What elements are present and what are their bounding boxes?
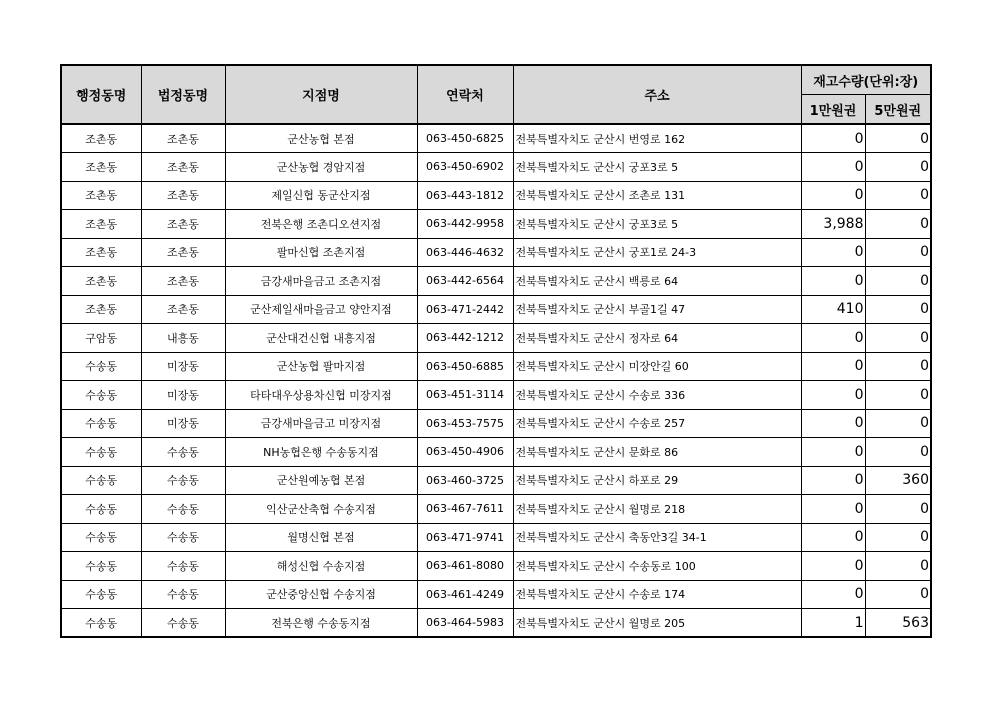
cell-contact: 063-453-7575 bbox=[417, 409, 513, 438]
stock-table bbox=[60, 64, 932, 638]
cell-contact: 063-471-9741 bbox=[417, 523, 513, 552]
cell-stock-10k: 0 bbox=[801, 324, 865, 353]
cell-branch: 전북은행 조촌디오션지점 bbox=[225, 210, 417, 239]
cell-legal-dong: 조촌동 bbox=[141, 181, 225, 210]
cell-legal-dong: 조촌동 bbox=[141, 124, 225, 153]
cell-stock-50k: 360 bbox=[865, 466, 931, 495]
table-row bbox=[61, 495, 931, 524]
table-row bbox=[61, 466, 931, 495]
cell-admin-dong: 조촌동 bbox=[61, 153, 141, 182]
header-branch: 지점명 bbox=[225, 65, 417, 124]
cell-admin-dong: 수송동 bbox=[61, 580, 141, 609]
table-row bbox=[61, 124, 931, 153]
cell-stock-50k: 0 bbox=[865, 181, 931, 210]
cell-contact: 063-450-4906 bbox=[417, 438, 513, 467]
cell-branch: 금강새마을금고 조촌지점 bbox=[225, 267, 417, 296]
cell-branch: 제일신협 동군산지점 bbox=[225, 181, 417, 210]
cell-stock-10k: 0 bbox=[801, 381, 865, 410]
cell-branch: 전북은행 수송동지점 bbox=[225, 609, 417, 638]
table-header bbox=[61, 65, 931, 124]
cell-stock-50k: 0 bbox=[865, 352, 931, 381]
cell-address: 전북특별자치도 군산시 수송로 336 bbox=[513, 381, 801, 410]
cell-stock-50k: 0 bbox=[865, 523, 931, 552]
table-row bbox=[61, 267, 931, 296]
cell-address: 전북특별자치도 군산시 월명로 218 bbox=[513, 495, 801, 524]
cell-contact: 063-450-6825 bbox=[417, 124, 513, 153]
cell-branch: 월명신협 본점 bbox=[225, 523, 417, 552]
cell-admin-dong: 조촌동 bbox=[61, 267, 141, 296]
cell-contact: 063-450-6902 bbox=[417, 153, 513, 182]
cell-admin-dong: 수송동 bbox=[61, 352, 141, 381]
cell-address: 전북특별자치도 군산시 궁포3로 5 bbox=[513, 153, 801, 182]
cell-legal-dong: 수송동 bbox=[141, 495, 225, 524]
cell-stock-10k: 0 bbox=[801, 267, 865, 296]
cell-contact: 063-443-1812 bbox=[417, 181, 513, 210]
cell-stock-50k: 563 bbox=[865, 609, 931, 638]
cell-legal-dong: 수송동 bbox=[141, 580, 225, 609]
cell-address: 전북특별자치도 군산시 부골1길 47 bbox=[513, 295, 801, 324]
cell-admin-dong: 수송동 bbox=[61, 381, 141, 410]
cell-stock-50k: 0 bbox=[865, 124, 931, 153]
cell-contact: 063-442-9958 bbox=[417, 210, 513, 239]
cell-branch: 팔마신협 조촌지점 bbox=[225, 238, 417, 267]
cell-address: 전북특별자치도 군산시 하포로 29 bbox=[513, 466, 801, 495]
cell-contact: 063-450-6885 bbox=[417, 352, 513, 381]
cell-address: 전북특별자치도 군산시 미장안길 60 bbox=[513, 352, 801, 381]
cell-legal-dong: 조촌동 bbox=[141, 238, 225, 267]
cell-contact: 063-461-8080 bbox=[417, 552, 513, 581]
cell-address: 전북특별자치도 군산시 정자로 64 bbox=[513, 324, 801, 353]
cell-branch: NH농협은행 수송동지점 bbox=[225, 438, 417, 467]
cell-stock-10k: 0 bbox=[801, 580, 865, 609]
cell-stock-10k: 3,988 bbox=[801, 210, 865, 239]
cell-legal-dong: 조촌동 bbox=[141, 153, 225, 182]
table-row bbox=[61, 238, 931, 267]
cell-stock-50k: 0 bbox=[865, 324, 931, 353]
cell-admin-dong: 수송동 bbox=[61, 409, 141, 438]
cell-branch: 군산농협 경암지점 bbox=[225, 153, 417, 182]
cell-admin-dong: 구암동 bbox=[61, 324, 141, 353]
cell-admin-dong: 수송동 bbox=[61, 609, 141, 638]
cell-admin-dong: 조촌동 bbox=[61, 295, 141, 324]
header-stock-50k: 5만원권 bbox=[865, 95, 931, 125]
cell-admin-dong: 수송동 bbox=[61, 495, 141, 524]
cell-branch: 금강새마을금고 미장지점 bbox=[225, 409, 417, 438]
cell-stock-10k: 0 bbox=[801, 352, 865, 381]
cell-stock-50k: 0 bbox=[865, 238, 931, 267]
cell-legal-dong: 미장동 bbox=[141, 409, 225, 438]
cell-legal-dong: 수송동 bbox=[141, 523, 225, 552]
cell-stock-50k: 0 bbox=[865, 153, 931, 182]
cell-contact: 063-442-6564 bbox=[417, 267, 513, 296]
cell-stock-50k: 0 bbox=[865, 409, 931, 438]
cell-branch: 군산농협 팔마지점 bbox=[225, 352, 417, 381]
cell-legal-dong: 내흥동 bbox=[141, 324, 225, 353]
header-admin-dong: 행정동명 bbox=[61, 65, 141, 124]
cell-branch: 군산대건신협 내흥지점 bbox=[225, 324, 417, 353]
cell-stock-10k: 0 bbox=[801, 552, 865, 581]
cell-legal-dong: 미장동 bbox=[141, 352, 225, 381]
cell-contact: 063-461-4249 bbox=[417, 580, 513, 609]
cell-address: 전북특별자치도 군산시 축동안3길 34-1 bbox=[513, 523, 801, 552]
cell-address: 전북특별자치도 군산시 궁포1로 24-3 bbox=[513, 238, 801, 267]
table-row bbox=[61, 609, 931, 638]
cell-stock-10k: 0 bbox=[801, 124, 865, 153]
cell-contact: 063-451-3114 bbox=[417, 381, 513, 410]
table-row bbox=[61, 181, 931, 210]
cell-branch: 군산중앙신협 수송지점 bbox=[225, 580, 417, 609]
table-row bbox=[61, 409, 931, 438]
cell-stock-10k: 0 bbox=[801, 523, 865, 552]
cell-legal-dong: 수송동 bbox=[141, 609, 225, 638]
cell-stock-50k: 0 bbox=[865, 495, 931, 524]
cell-admin-dong: 수송동 bbox=[61, 438, 141, 467]
header-stock-10k: 1만원권 bbox=[801, 95, 865, 125]
cell-branch: 타타대우상용차신협 미장지점 bbox=[225, 381, 417, 410]
header-legal-dong: 법정동명 bbox=[141, 65, 225, 124]
cell-admin-dong: 수송동 bbox=[61, 552, 141, 581]
header-address: 주소 bbox=[513, 65, 801, 124]
cell-legal-dong: 조촌동 bbox=[141, 267, 225, 296]
cell-address: 전북특별자치도 군산시 백릉로 64 bbox=[513, 267, 801, 296]
table-row bbox=[61, 324, 931, 353]
table-row bbox=[61, 580, 931, 609]
cell-contact: 063-446-4632 bbox=[417, 238, 513, 267]
table-body bbox=[61, 124, 931, 637]
cell-stock-10k: 0 bbox=[801, 238, 865, 267]
cell-stock-50k: 0 bbox=[865, 267, 931, 296]
cell-legal-dong: 미장동 bbox=[141, 381, 225, 410]
table-row bbox=[61, 381, 931, 410]
cell-stock-10k: 0 bbox=[801, 495, 865, 524]
cell-admin-dong: 조촌동 bbox=[61, 181, 141, 210]
cell-branch: 군산농협 본점 bbox=[225, 124, 417, 153]
cell-contact: 063-467-7611 bbox=[417, 495, 513, 524]
cell-address: 전북특별자치도 군산시 수송로 257 bbox=[513, 409, 801, 438]
cell-admin-dong: 수송동 bbox=[61, 523, 141, 552]
cell-stock-50k: 0 bbox=[865, 552, 931, 581]
table-row bbox=[61, 295, 931, 324]
cell-stock-50k: 0 bbox=[865, 381, 931, 410]
cell-admin-dong: 조촌동 bbox=[61, 124, 141, 153]
cell-stock-50k: 0 bbox=[865, 438, 931, 467]
cell-branch: 군산제일새마을금고 양안지점 bbox=[225, 295, 417, 324]
cell-contact: 063-471-2442 bbox=[417, 295, 513, 324]
cell-legal-dong: 조촌동 bbox=[141, 210, 225, 239]
cell-address: 전북특별자치도 군산시 번영로 162 bbox=[513, 124, 801, 153]
table-row bbox=[61, 552, 931, 581]
cell-admin-dong: 조촌동 bbox=[61, 238, 141, 267]
cell-legal-dong: 수송동 bbox=[141, 466, 225, 495]
cell-address: 전북특별자치도 군산시 월명로 205 bbox=[513, 609, 801, 638]
cell-stock-50k: 0 bbox=[865, 580, 931, 609]
cell-address: 전북특별자치도 군산시 수송동로 100 bbox=[513, 552, 801, 581]
cell-stock-10k: 0 bbox=[801, 466, 865, 495]
table-row bbox=[61, 210, 931, 239]
cell-legal-dong: 수송동 bbox=[141, 552, 225, 581]
cell-contact: 063-460-3725 bbox=[417, 466, 513, 495]
cell-legal-dong: 수송동 bbox=[141, 438, 225, 467]
cell-contact: 063-442-1212 bbox=[417, 324, 513, 353]
header-row-1 bbox=[61, 65, 931, 95]
cell-stock-10k: 0 bbox=[801, 409, 865, 438]
cell-address: 전북특별자치도 군산시 조촌로 131 bbox=[513, 181, 801, 210]
cell-legal-dong: 조촌동 bbox=[141, 295, 225, 324]
cell-address: 전북특별자치도 군산시 궁포3로 5 bbox=[513, 210, 801, 239]
cell-admin-dong: 조촌동 bbox=[61, 210, 141, 239]
cell-address: 전북특별자치도 군산시 문화로 86 bbox=[513, 438, 801, 467]
table-row bbox=[61, 523, 931, 552]
cell-stock-10k: 1 bbox=[801, 609, 865, 638]
cell-stock-10k: 0 bbox=[801, 181, 865, 210]
table-row bbox=[61, 438, 931, 467]
cell-stock-10k: 410 bbox=[801, 295, 865, 324]
table-row bbox=[61, 352, 931, 381]
cell-stock-50k: 0 bbox=[865, 295, 931, 324]
header-contact: 연락처 bbox=[417, 65, 513, 124]
cell-address: 전북특별자치도 군산시 수송로 174 bbox=[513, 580, 801, 609]
cell-branch: 군산원예농협 본점 bbox=[225, 466, 417, 495]
cell-stock-10k: 0 bbox=[801, 153, 865, 182]
header-stock-group: 재고수량(단위:장) bbox=[801, 65, 931, 95]
cell-stock-50k: 0 bbox=[865, 210, 931, 239]
cell-branch: 익산군산축협 수송지점 bbox=[225, 495, 417, 524]
cell-branch: 해성신협 수송지점 bbox=[225, 552, 417, 581]
table-row bbox=[61, 153, 931, 182]
cell-stock-10k: 0 bbox=[801, 438, 865, 467]
cell-admin-dong: 수송동 bbox=[61, 466, 141, 495]
cell-contact: 063-464-5983 bbox=[417, 609, 513, 638]
